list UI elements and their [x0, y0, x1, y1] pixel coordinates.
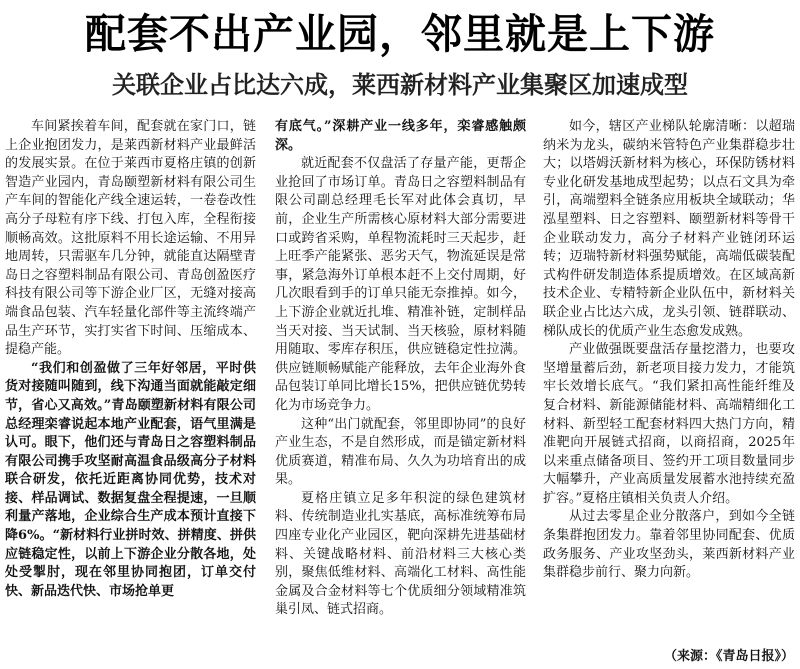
- article-column-1: [5, 118, 256, 669]
- article-column-2: [275, 118, 526, 669]
- paragraph: 这种“出门就配套，邻里即协同”的良好产业生态，不是自然形成，而是锚定新材料优质赛道，精准布局、久久为功培育出的成果。: [275, 416, 526, 488]
- paragraph: “我们和创盈做了三年好邻居，平时供货对接随叫随到，线下沟通当面就能敲定细节，省心又高效。”青岛颐塑新材料有限公司总经理栾睿说起本地产业配套，语气里满是认可。眼下，他们还与青岛日之容塑料制品有限公司携手攻坚耐高温食品级高分子材料联合研发，依托近距离协同优势，技术对接、样品调试、数据复盘全程提速，一旦顺利量产落地，企业综合生产成本预计直接下降6%。“新材料行业拼时效、拼精度、拼供应链稳定性，以前上下游企业分散各地，处处受掣肘，现在邻里协同抱团，订单交付快、新品迭代快、市场抢单更: [5, 360, 256, 599]
- headline: 配套不出产业园，邻里就是上下游: [85, 10, 715, 58]
- paragraph: 从过去零星企业分散落户，到如今全链条集群抱团发力。靠着邻里协同配套、优质政务服务、产业攻坚劲头，莱西新材料产业集群稳步前行、聚力向新。: [543, 509, 795, 581]
- paragraph: 有底气。”深耕产业一线多年，栾睿感触颇深。: [275, 119, 526, 153]
- subheadline: 关联企业占比达六成，莱西新材料产业集聚区加速成型: [112, 71, 688, 99]
- paragraph: 如今，辖区产业梯队轮廓清晰：以超瑞纳米为龙头，碳纳米管特色产业集群稳步壮大；以塔姆沃新材料为核心，环保防锈材料专业化研发基地成型起势；以点石文具为牵引，高端塑料全链条应用板块全域联动；华泓星塑料、日之容塑料、颐塑新材料等骨干企业联动发力，高分子材料产业链闭环运转；迈瑞特新材料强势赋能，高端低碳装配式构件研发制造体系提质增效。在区域高新技术企业、专精特新企业队伍中，新材料关联企业占比达六成，龙头引领、链群联动、梯队成长的优质产业生态愈发成熟。: [543, 119, 795, 339]
- paragraph: 就近配套不仅盘活了存量产能，更帮企业抢回了市场订单。青岛日之容塑料制品有限公司副总经理毛长军对此体会真切，早前，企业生产所需核心原材料大部分需要进口或跨省采购，单程物流耗时三天起步，赶上旺季产能紧张、恶劣天气，物流延误是常事，紧急海外订单根本赶不上交付周期，好几次眼看到手的订单只能无奈推掉。如今，上下游企业就近扎堆、精准补链，定制样品当天对接、当天试制、当天核验，原材料随用随取、零库存积压，供应链稳定性拉满。供应链顺畅赋能产能释放，去年企业海外食品包装订单同比增长15%，把供应链优势转化为市场竞争力。: [275, 156, 526, 413]
- paragraph: 车间紧挨着车间，配套就在家门口，链上企业抱团发力，是莱西新材料产业最鲜活的发展实景。在位于莱西市夏格庄镇的创新智造产业园内，青岛颐塑新材料有限公司生产车间的智能化产线全速运转，一卷卷改性高分子母粒有序下线、打包入库，全程衔接顺畅高效。这批原料不用长途运输、不用异地周转，只需驱车几分钟，就能直达隔壁青岛日之容塑料制品有限公司、青岛创盈医疗科技有限公司等下游企业厂区，无缝对接高端食品包装、汽车轻量化部件等主流终端产品生产环节，实打实省下时间、压缩成本、提稳产能。: [5, 119, 256, 358]
- paragraph: 夏格庄镇立足多年积淀的绿色建筑材料、传统制造业扎实基底，高标准统筹布局四座专业化产业园区，靶向深耕先进基础材料、关键战略材料、前沿材料三大核心类别，聚焦低维材料、高端化工材料、高性能金属及合金材料等七个优质细分领域精准筑巢引凤、链式招商。: [275, 490, 526, 618]
- article-column-3: [543, 118, 795, 669]
- source-credit: （来源：《青岛日报》）: [658, 648, 794, 666]
- paragraph: 产业做强既要盘活存量挖潜力，也要攻坚增量蓄后劲，新老项目接力发力，才能筑牢长效增长底气。“我们紧扣高性能纤维及复合材料、新能源储能材料、高端精细化工材料、新型轻工配套材料四大热门方向，精准靶向开展链式招商，以商招商，2025年以来重点储备项目、签约开工项目数量同步大幅攀升，产业高质量发展蓄水池持续充盈扩容。”夏格庄镇相关负责人介绍。: [543, 342, 795, 506]
